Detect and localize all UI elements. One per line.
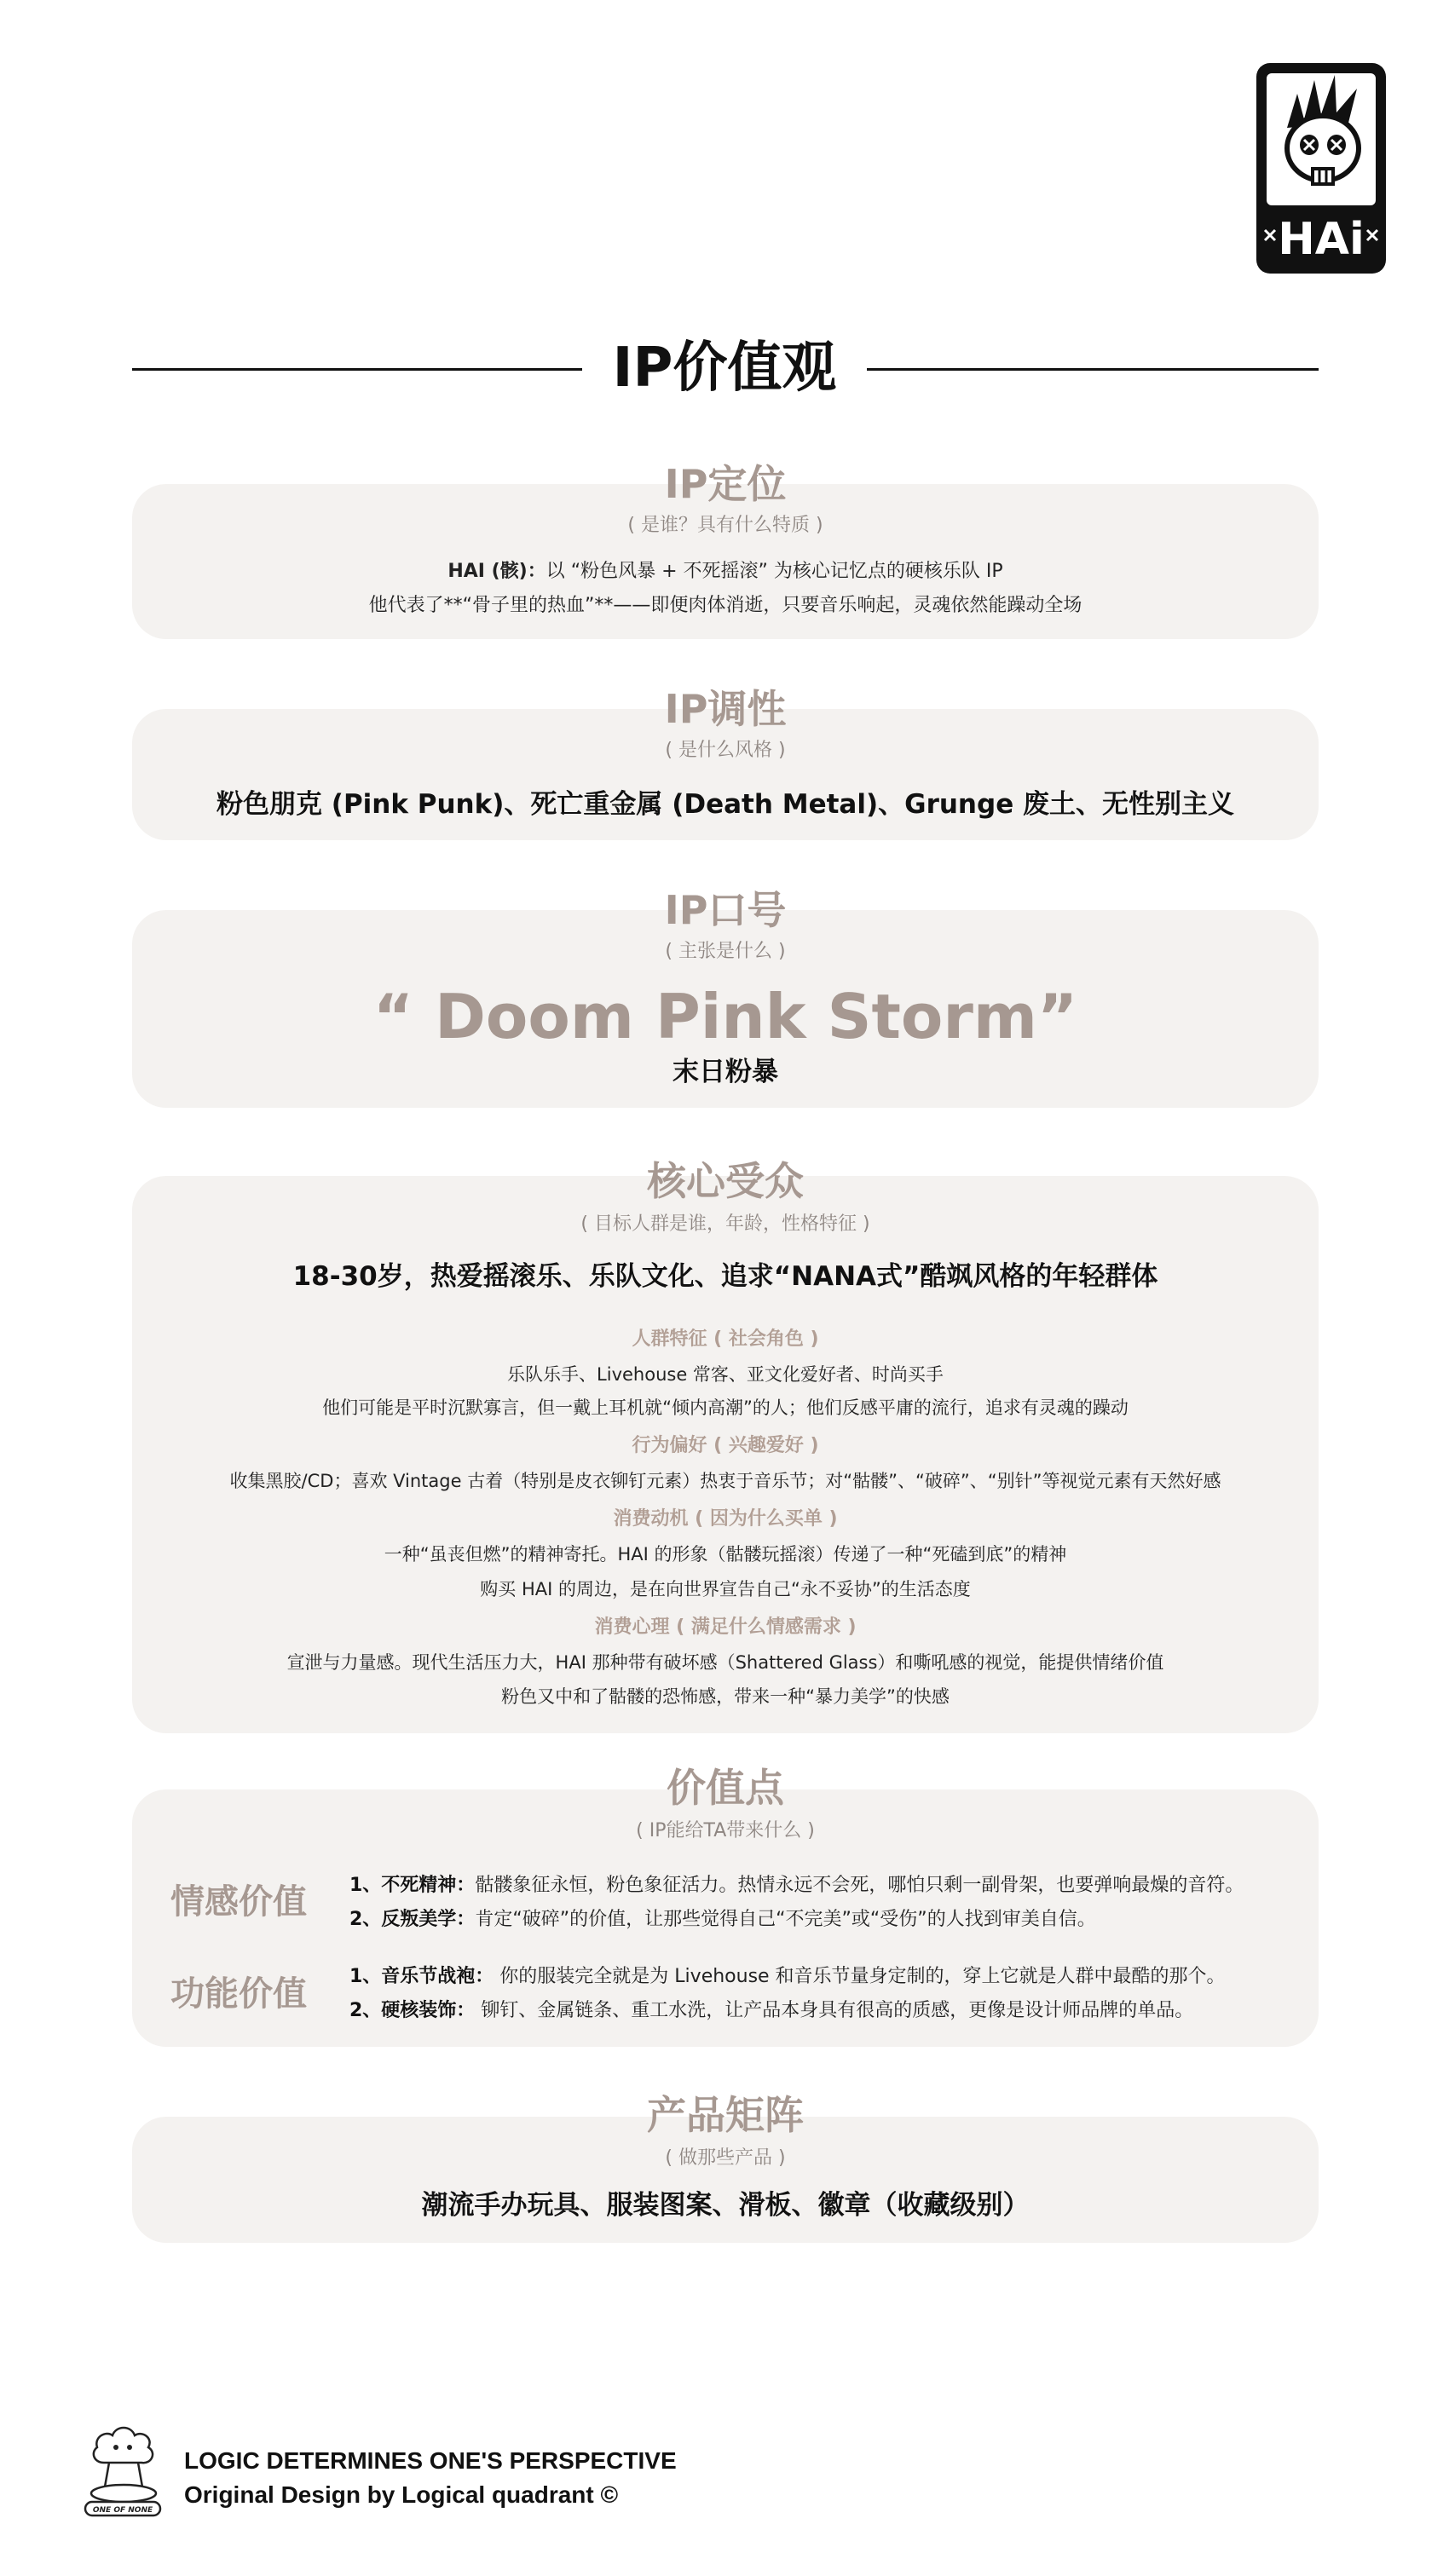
tone-title: IP调性 — [664, 686, 787, 732]
item-bold: 1、音乐节战袍： — [349, 1966, 494, 1987]
audience-title: 核心受众 — [647, 1158, 804, 1204]
logo-text: HAi — [1278, 214, 1365, 265]
audience-group-heading: 消费心理 ( 满足什么情感需求 ) — [594, 1616, 857, 1638]
slogan-subtitle: ( 主张是什么 ) — [665, 941, 786, 962]
audience-group-heading: 人群特征 ( 社会角色 ) — [632, 1328, 819, 1350]
item-text: 你的服装完全就是为 Livehouse 和音乐节量身定制的，穿上它就是人群中最酷的那个。 — [494, 1966, 1226, 1987]
audience-headline: 18-30岁，热爱摇滚乐、乐队文化、追求“NANA式”酷飒风格的年轻群体 — [292, 1261, 1158, 1292]
footer-credit: Original Design by Logical quadrant © — [184, 2481, 619, 2508]
products-text: 潮流手办玩具、服装图案、滑板、徽章（收藏级别） — [421, 2190, 1030, 2221]
audience-subtitle: ( 目标人群是谁，年龄，性格特征 ) — [580, 1213, 870, 1235]
positioning-title: IP定位 — [664, 461, 787, 507]
products-title: 产品矩阵 — [647, 2092, 804, 2138]
title-divider-left — [132, 368, 582, 371]
one-of-none-logo — [78, 2418, 164, 2519]
value-subtitle: ( IP能给TA带来什么 ) — [636, 1820, 815, 1841]
main-title: IP价值观 — [612, 337, 837, 400]
emotional-value-item — [349, 1907, 1308, 1933]
audience-group-line: 乐队乐手、Livehouse 常客、亚文化爱好者、时尚买手 — [507, 1364, 944, 1385]
item-bold: 2、反叛美学： — [349, 1909, 476, 1930]
tone-subtitle: ( 是什么风格 ) — [665, 740, 786, 761]
positioning-line-1 — [132, 559, 1319, 585]
audience-group-heading: 行为偏好 ( 兴趣爱好 ) — [632, 1435, 819, 1456]
item-bold: 1、不死精神： — [349, 1875, 476, 1896]
slogan-chinese: 末日粉暴 — [673, 1057, 778, 1087]
slogan-english: “ Doom Pink Storm” — [372, 981, 1078, 1052]
title-divider-right — [867, 368, 1319, 371]
value-title: 价值点 — [667, 1765, 784, 1811]
positioning-subtitle: ( 是谁？具有什么特质 ) — [627, 515, 823, 536]
functional-value-item — [349, 1964, 1308, 1990]
audience-group-heading: 消费动机 ( 因为什么买单 ) — [613, 1508, 838, 1530]
functional-value-label: 功能价值 — [170, 1974, 307, 2014]
products-subtitle: ( 做那些产品 ) — [665, 2147, 786, 2169]
slogan-title: IP口号 — [664, 887, 787, 933]
item-text: 铆钉、金属链条、重工水洗，让产品本身具有很高的质感，更像是设计师品牌的单品。 — [475, 2000, 1194, 2021]
badge-text: ONE OF NONE — [92, 2506, 153, 2515]
emotional-value-item — [349, 1873, 1308, 1899]
positioning-line-1-bold: HAI (骸)： — [447, 561, 546, 582]
item-bold: 2、硬核装饰： — [349, 2000, 476, 2021]
tone-text: 粉色朋克 (Pink Punk)、死亡重金属 (Death Metal)、Grunge 废土、无性别主义 — [216, 789, 1235, 820]
audience-group-line: 宣泄与力量感。现代生活压力大，HAI 那种带有破坏感（Shattered Glass）和嘶吼感的视觉，能提供情绪价值 — [286, 1652, 1164, 1673]
item-text: 肯定“破碎”的价值，让那些觉得自己“不完美”或“受伤”的人找到审美自信。 — [475, 1909, 1096, 1930]
functional-value-item — [349, 1998, 1308, 2024]
positioning-line-2: 他代表了**“骨子里的热血”**——即便肉体消逝，只要音乐响起，灵魂依然能躁动全场 — [368, 595, 1082, 616]
emotional-value-label: 情感价值 — [170, 1882, 307, 1922]
audience-group-line: 他们可能是平时沉默寡言，但一戴上耳机就“倾内高潮”的人；他们反感平庸的流行，追求有灵魂的躁动 — [322, 1397, 1129, 1418]
positioning-line-1-rest: 以 “粉色风暴 + 不死摇滚” 为核心记忆点的硬核乐队 IP — [546, 561, 1003, 582]
hai-logo — [1253, 60, 1389, 277]
footer-tagline: LOGIC DETERMINES ONE'S PERSPECTIVE — [184, 2447, 677, 2474]
audience-group-line: 粉色又中和了骷髅的恐怖感，带来一种“暴力美学”的快感 — [501, 1686, 950, 1707]
audience-group-line: 收集黑胶/CD；喜欢 Vintage 古着（特别是皮衣铆钉元素）热衷于音乐节；对“骷髅”、“破碎”、“别针”等视觉元素有天然好感 — [229, 1471, 1221, 1491]
item-text: 骷髅象征永恒，粉色象征活力。热情永远不会死，哪怕只剩一副骨架，也要弹响最燥的音符。 — [475, 1875, 1244, 1896]
audience-group-line: 购买 HAI 的周边，是在向世界宣告自己“永不妥协”的生活态度 — [480, 1579, 971, 1599]
audience-group-line: 一种“虽丧但燃”的精神寄托。HAI 的形象（骷髅玩摇滚）传递了一种“死磕到底”的精神 — [384, 1544, 1067, 1565]
